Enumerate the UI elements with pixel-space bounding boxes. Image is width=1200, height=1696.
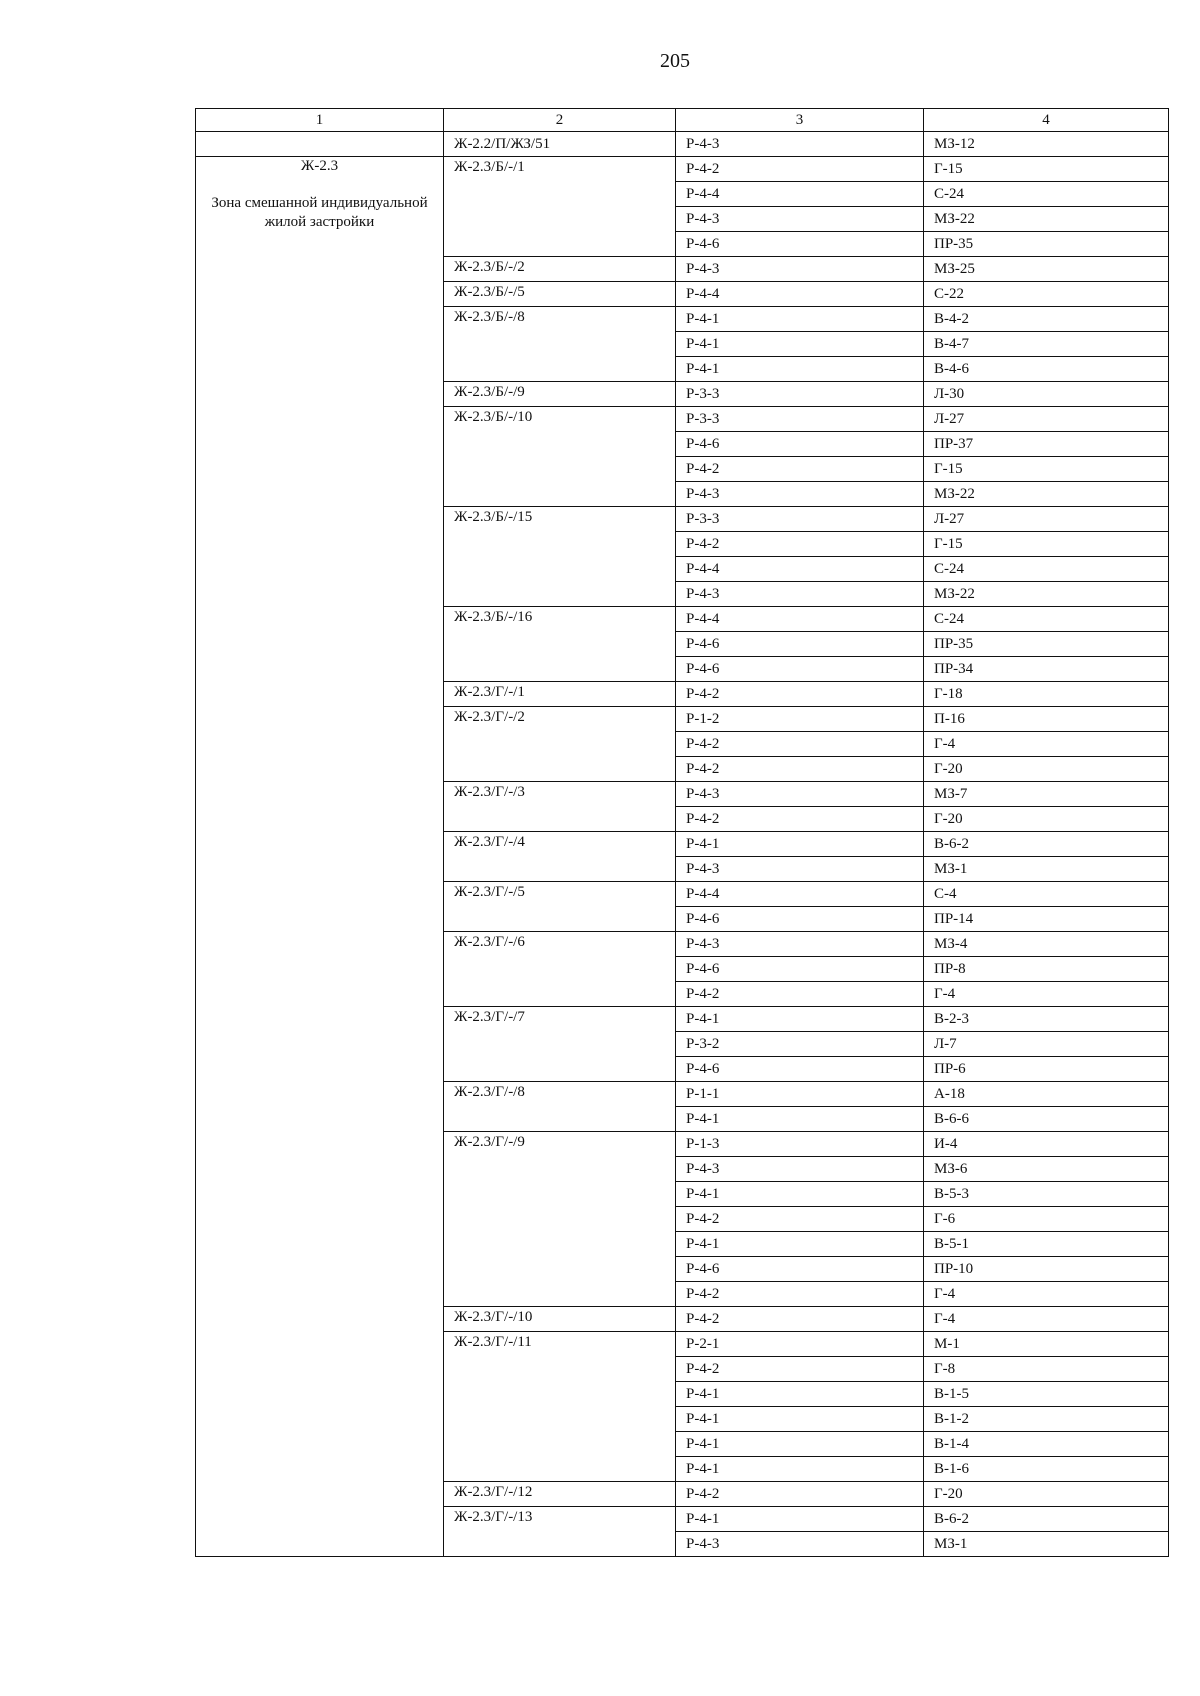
- object-code: В-2-3: [924, 1007, 1169, 1032]
- regulation-code: Р-3-2: [676, 1032, 924, 1057]
- subzone-code: Ж-2.3/Г/-/2: [444, 707, 676, 782]
- regulation-code: Р-3-3: [676, 407, 924, 432]
- subzone-code: Ж-2.3/Б/-/16: [444, 607, 676, 682]
- regulation-code: Р-4-2: [676, 1307, 924, 1332]
- object-code: В-1-2: [924, 1407, 1169, 1432]
- subzone-code: Ж-2.3/Г/-/9: [444, 1132, 676, 1307]
- column-header: 1: [196, 109, 444, 132]
- regulation-code: Р-4-1: [676, 1232, 924, 1257]
- regulation-code: Р-4-3: [676, 207, 924, 232]
- object-code: С-24: [924, 557, 1169, 582]
- regulation-code: Р-4-6: [676, 1257, 924, 1282]
- object-code: В-5-3: [924, 1182, 1169, 1207]
- table-cell-empty: [196, 132, 444, 157]
- subzone-code: Ж-2.3/Г/-/13: [444, 1507, 676, 1557]
- object-code: Л-27: [924, 407, 1169, 432]
- subzone-code: Ж-2.3/Г/-/12: [444, 1482, 676, 1507]
- regulation-code: Р-4-2: [676, 157, 924, 182]
- regulation-code: Р-4-2: [676, 532, 924, 557]
- object-code: Г-6: [924, 1207, 1169, 1232]
- object-code: МЗ-25: [924, 257, 1169, 282]
- subzone-code: Ж-2.3/Г/-/5: [444, 882, 676, 932]
- regulation-code: Р-4-2: [676, 732, 924, 757]
- column-header: 4: [924, 109, 1169, 132]
- subzone-code: Ж-2.3/Б/-/1: [444, 157, 676, 257]
- object-code: МЗ-7: [924, 782, 1169, 807]
- column-header: 3: [676, 109, 924, 132]
- subzone-code: Ж-2.3/Г/-/6: [444, 932, 676, 1007]
- subzone-code: Ж-2.3/Г/-/1: [444, 682, 676, 707]
- subzone-code: Ж-2.3/Б/-/2: [444, 257, 676, 282]
- object-code: ПР-6: [924, 1057, 1169, 1082]
- column-header: 2: [444, 109, 676, 132]
- subzone-code: Ж-2.3/Г/-/3: [444, 782, 676, 832]
- object-code: ПР-35: [924, 232, 1169, 257]
- object-code: В-6-2: [924, 832, 1169, 857]
- subzone-code: Ж-2.3/Б/-/15: [444, 507, 676, 607]
- zone-cell: [196, 157, 444, 1557]
- object-code: Г-8: [924, 1357, 1169, 1382]
- object-code: С-4: [924, 882, 1169, 907]
- object-code: М-1: [924, 1332, 1169, 1357]
- regulation-code: Р-4-1: [676, 832, 924, 857]
- table-row: [196, 157, 1169, 182]
- regulation-code: Р-2-1: [676, 1332, 924, 1357]
- regulation-code: Р-4-2: [676, 1482, 924, 1507]
- subzone-code: Ж-2.3/Б/-/9: [444, 382, 676, 407]
- object-code: Г-20: [924, 807, 1169, 832]
- regulation-code: Р-4-1: [676, 357, 924, 382]
- object-code: Г-20: [924, 1482, 1169, 1507]
- regulation-code: Р-4-4: [676, 882, 924, 907]
- regulation-code: Р-4-3: [676, 1532, 924, 1557]
- subzone-code: Ж-2.3/Г/-/4: [444, 832, 676, 882]
- object-code: ПР-35: [924, 632, 1169, 657]
- object-code: ПР-34: [924, 657, 1169, 682]
- regulation-code: Р-4-2: [676, 1282, 924, 1307]
- regulation-code: Р-1-2: [676, 707, 924, 732]
- regulation-code: Р-4-4: [676, 282, 924, 307]
- regulation-code: Р-1-3: [676, 1132, 924, 1157]
- regulation-code: Р-4-2: [676, 1357, 924, 1382]
- object-code: МЗ-22: [924, 582, 1169, 607]
- object-code: Г-15: [924, 532, 1169, 557]
- object-code: В-4-7: [924, 332, 1169, 357]
- regulation-code: Р-4-1: [676, 332, 924, 357]
- table-cell: МЗ-12: [924, 132, 1169, 157]
- object-code: МЗ-22: [924, 207, 1169, 232]
- regulation-code: Р-4-6: [676, 907, 924, 932]
- object-code: ПР-8: [924, 957, 1169, 982]
- object-code: Г-4: [924, 982, 1169, 1007]
- regulation-code: Р-4-3: [676, 582, 924, 607]
- zone-code: Ж-2.3: [300, 158, 339, 174]
- regulation-code: Р-4-6: [676, 232, 924, 257]
- regulation-code: Р-4-1: [676, 1007, 924, 1032]
- object-code: В-6-2: [924, 1507, 1169, 1532]
- regulation-code: Р-4-6: [676, 632, 924, 657]
- object-code: Л-7: [924, 1032, 1169, 1057]
- regulation-code: Р-4-1: [676, 307, 924, 332]
- regulation-code: Р-4-1: [676, 1457, 924, 1482]
- object-code: С-22: [924, 282, 1169, 307]
- object-code: МЗ-1: [924, 1532, 1169, 1557]
- subzone-code: Ж-2.3/Г/-/11: [444, 1332, 676, 1482]
- table-cell: Р-4-3: [676, 132, 924, 157]
- object-code: Г-18: [924, 682, 1169, 707]
- regulation-code: Р-4-3: [676, 782, 924, 807]
- regulation-code: Р-4-2: [676, 457, 924, 482]
- object-code: ПР-14: [924, 907, 1169, 932]
- object-code: А-18: [924, 1082, 1169, 1107]
- object-code: Г-15: [924, 157, 1169, 182]
- subzone-code: Ж-2.3/Б/-/8: [444, 307, 676, 382]
- regulation-code: Р-4-4: [676, 182, 924, 207]
- regulation-code: Р-4-1: [676, 1432, 924, 1457]
- regulation-code: Р-4-2: [676, 682, 924, 707]
- regulation-code: Р-4-3: [676, 857, 924, 882]
- object-code: МЗ-6: [924, 1157, 1169, 1182]
- regulation-code: Р-4-4: [676, 557, 924, 582]
- regulation-code: Р-4-1: [676, 1382, 924, 1407]
- table-row: [196, 132, 1169, 157]
- object-code: Г-4: [924, 1307, 1169, 1332]
- regulation-code: Р-4-6: [676, 957, 924, 982]
- subzone-code: Ж-2.3/Г/-/8: [444, 1082, 676, 1132]
- regulation-code: Р-4-6: [676, 657, 924, 682]
- regulation-code: Р-4-6: [676, 432, 924, 457]
- page-number: 205: [660, 50, 690, 72]
- zone-name: Зона смешанной индивидуальной жилой застройки: [211, 195, 428, 230]
- object-code: В-5-1: [924, 1232, 1169, 1257]
- table-header-row: [196, 109, 1169, 132]
- subzone-code: Ж-2.3/Г/-/7: [444, 1007, 676, 1082]
- subzone-code: Ж-2.3/Б/-/5: [444, 282, 676, 307]
- table-body: [196, 109, 1169, 1557]
- object-code: В-6-6: [924, 1107, 1169, 1132]
- object-code: Г-4: [924, 1282, 1169, 1307]
- object-code: В-1-4: [924, 1432, 1169, 1457]
- object-code: Г-4: [924, 732, 1169, 757]
- regulation-code: Р-4-1: [676, 1407, 924, 1432]
- object-code: С-24: [924, 607, 1169, 632]
- object-code: В-4-2: [924, 307, 1169, 332]
- regulation-code: Р-4-1: [676, 1182, 924, 1207]
- regulation-code: Р-4-2: [676, 982, 924, 1007]
- object-code: Л-27: [924, 507, 1169, 532]
- object-code: Г-15: [924, 457, 1169, 482]
- subzone-code: Ж-2.3/Г/-/10: [444, 1307, 676, 1332]
- object-code: С-24: [924, 182, 1169, 207]
- regulation-code: Р-3-3: [676, 382, 924, 407]
- regulation-code: Р-4-3: [676, 1157, 924, 1182]
- object-code: МЗ-22: [924, 482, 1169, 507]
- regulation-code: Р-4-2: [676, 807, 924, 832]
- regulation-code: Р-4-6: [676, 1057, 924, 1082]
- object-code: ПР-10: [924, 1257, 1169, 1282]
- object-code: МЗ-1: [924, 857, 1169, 882]
- regulation-code: Р-4-3: [676, 932, 924, 957]
- zoning-table: [195, 108, 1169, 1557]
- regulation-code: Р-1-1: [676, 1082, 924, 1107]
- object-code: В-1-6: [924, 1457, 1169, 1482]
- object-code: МЗ-4: [924, 932, 1169, 957]
- object-code: И-4: [924, 1132, 1169, 1157]
- object-code: Г-20: [924, 757, 1169, 782]
- subzone-code: Ж-2.2/П/ЖЗ/51: [444, 132, 676, 157]
- regulation-code: Р-4-3: [676, 482, 924, 507]
- regulation-code: Р-4-2: [676, 1207, 924, 1232]
- object-code: П-16: [924, 707, 1169, 732]
- regulation-code: Р-4-2: [676, 757, 924, 782]
- regulation-code: Р-4-1: [676, 1507, 924, 1532]
- regulation-code: Р-4-4: [676, 607, 924, 632]
- regulation-code: Р-4-3: [676, 257, 924, 282]
- object-code: Л-30: [924, 382, 1169, 407]
- object-code: В-4-6: [924, 357, 1169, 382]
- regulation-code: Р-3-3: [676, 507, 924, 532]
- subzone-code: Ж-2.3/Б/-/10: [444, 407, 676, 507]
- object-code: В-1-5: [924, 1382, 1169, 1407]
- regulation-code: Р-4-1: [676, 1107, 924, 1132]
- object-code: ПР-37: [924, 432, 1169, 457]
